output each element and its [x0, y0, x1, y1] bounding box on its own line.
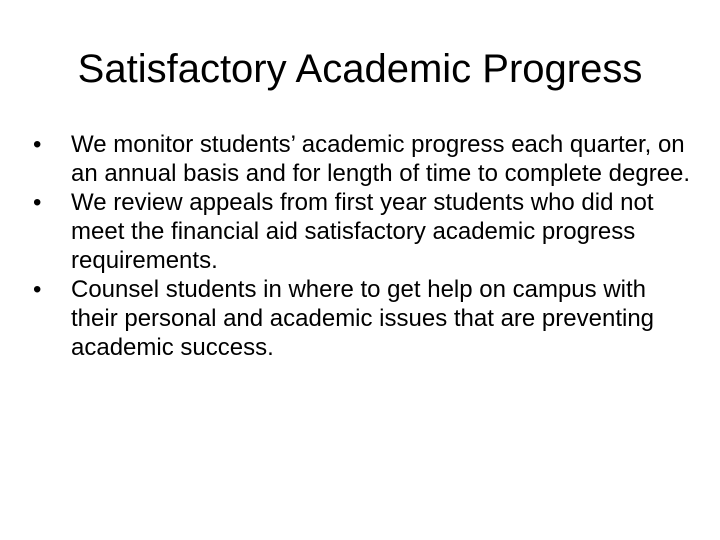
bullet-icon: • [33, 189, 42, 216]
bullet-item-appeals [33, 188, 693, 275]
bullet-item-counsel [33, 275, 693, 362]
bullet-text: We monitor students’ academic progress each quarter, on an annual basis and for length of time to complete degree. [71, 131, 691, 187]
slide-title: Satisfactory Academic Progress [77, 47, 643, 91]
bullet-text: We review appeals from first year students who did not meet the financial aid satisfactory academic progress requirements. [71, 189, 654, 274]
bullet-list [33, 130, 693, 362]
bullet-icon: • [33, 276, 42, 303]
bullet-icon: • [33, 131, 42, 158]
bullet-item-monitor [33, 130, 693, 188]
bullet-text: Counsel students in where to get help on campus with their personal and academic issues that are preventing academic success. [71, 276, 655, 361]
